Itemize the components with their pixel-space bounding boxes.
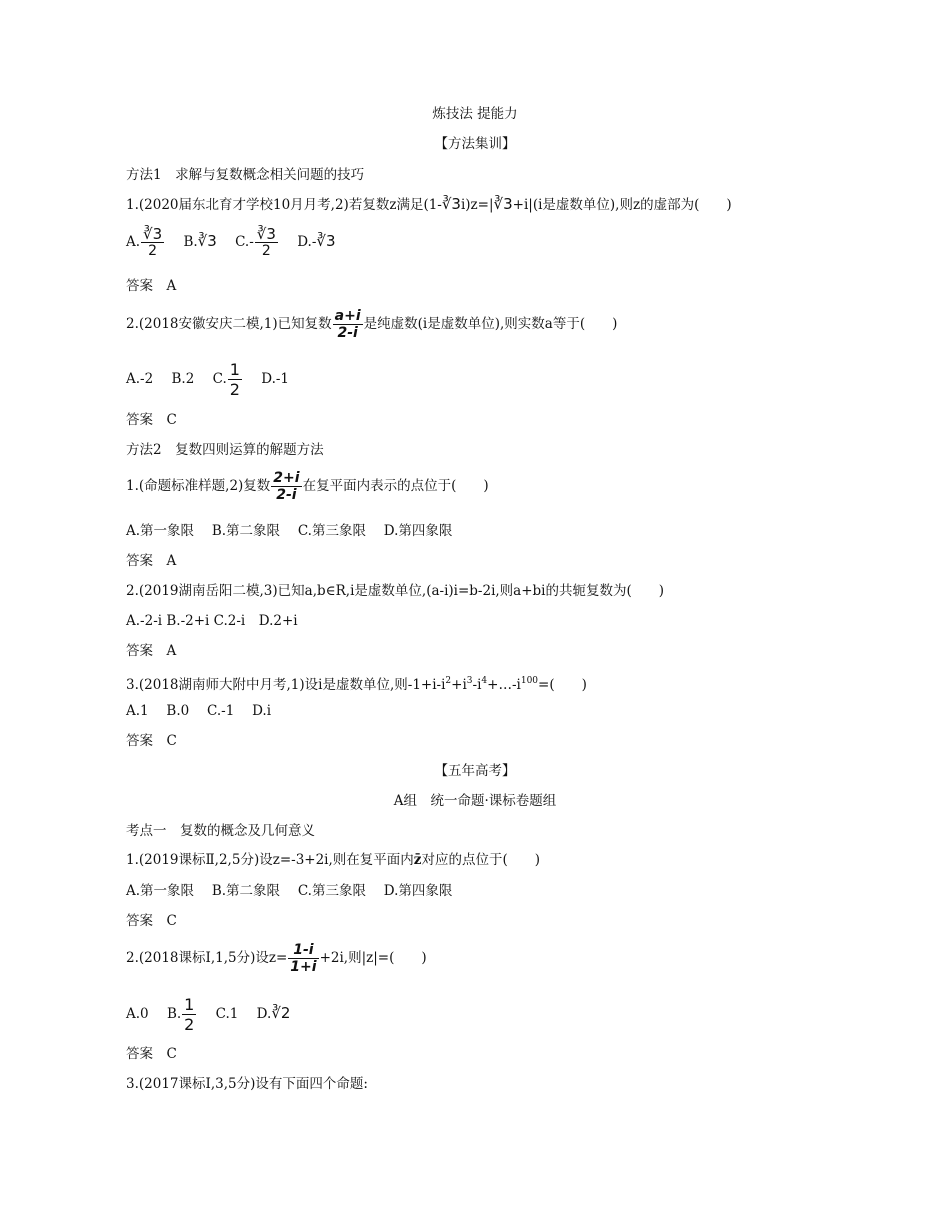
fraction: $\frac{1-i}{1+i}$: [290, 942, 317, 975]
fraction: $\frac{2+i}{2-i}$: [273, 470, 300, 503]
method1-q2-options: [126, 360, 303, 399]
kaodian1-q3-stem: 3.(2017课标Ⅰ,3,5分)设有下面四个命题:: [126, 1076, 368, 1092]
method1-q2-stem: 2.(2018安徽安庆二模,1)已知复数 $\frac{a+i}{2-i}$ 是纯虚数(i是虚数单位),则实数a等于( ): [126, 308, 618, 341]
page-title: 炼技法 提能力: [432, 106, 518, 122]
answer: 答案 C: [126, 733, 177, 749]
method2-q2-options: A.-2-i B.-2+i C.2-i D.2+i: [126, 613, 298, 629]
option-d: D.∛2: [256, 1004, 291, 1022]
answer: 答案 A: [126, 278, 177, 294]
method2-q3-stem: 3.(2018湖南师大附中月考,1)设i是虚数单位,则$-1+i-i^2+i^3-i^4+\dots-i^{100}=$( ): [126, 676, 587, 693]
option-c: C.- $\frac{∛3}{2}$: [235, 225, 276, 259]
option-b: B. $\frac{1}{2}$: [166, 995, 195, 1034]
method1-q1-stem: 1.(2020届东北育才学校10月月考,2)若复数z满足(1-∛3i)z=|∛3+i|(i是虚数单位),则z的虚部为( ): [126, 195, 732, 213]
kaodian1-q1-options: A.第一象限 B.第二象限 C.第三象限 D.第四象限: [126, 883, 453, 899]
option-a: A.-2: [126, 371, 154, 387]
option-b: B.2: [171, 371, 195, 387]
method2-heading: 方法2 复数四则运算的解题方法: [126, 442, 324, 458]
cube-root-3: ∛3: [441, 195, 461, 213]
kaodian1-q1-stem: 1.(2019课标Ⅱ,2,5分)设z=-3+2i,则在复平面内z̄对应的点位于( ): [126, 852, 541, 868]
method1-q1-options: [126, 226, 350, 259]
group-heading: A组 统一命题·课标卷题组: [393, 793, 557, 809]
fraction: $\frac{a+i}{2-i}$: [334, 308, 361, 341]
answer: 答案 A: [126, 643, 177, 659]
option-a: A.0: [126, 1006, 149, 1022]
z-conjugate: z̄: [413, 852, 422, 868]
answer: 答案 A: [126, 553, 177, 569]
method2-q1-stem: 1.(命题标准样题,2)复数 $\frac{2+i}{2-i}$ 在复平面内表示的点位于( ): [126, 470, 489, 503]
method2-q3-options: A.1 B.0 C.-1 D.i: [126, 703, 272, 719]
fraction: $\frac{∛3}{2}$: [256, 225, 276, 259]
option-c: C.1: [215, 1006, 239, 1022]
answer: 答案 C: [126, 412, 177, 428]
kaodian1-q2-stem: 2.(2018课标Ⅰ,1,5分)设z= $\frac{1-i}{1+i}$ +2i,则|z|=( ): [126, 942, 427, 975]
option-b: B.∛3: [183, 232, 217, 250]
method2-q1-options: A.第一象限 B.第二象限 C.第三象限 D.第四象限: [126, 523, 453, 539]
fraction: $\frac{∛3}{2}$: [143, 225, 163, 259]
section-heading-methods: 【方法集训】: [434, 136, 516, 152]
option-d: D.-1: [261, 371, 290, 387]
answer: 答案 C: [126, 1046, 177, 1062]
option-a: A. $\frac{∛3}{2}$: [126, 225, 163, 259]
section-heading-five-years: 【五年高考】: [434, 763, 516, 779]
method2-q2-stem: 2.(2019湖南岳阳二模,3)已知a,b∈R,i是虚数单位,(a-i)i=b-2i,则a+bi的共轭复数为( ): [126, 583, 665, 599]
option-d: D.-∛3: [297, 232, 336, 250]
kaodian1-q2-options: [126, 995, 304, 1034]
fraction: $\frac{1}{2}$: [229, 360, 240, 399]
fraction: $\frac{1}{2}$: [184, 995, 195, 1034]
answer: 答案 C: [126, 913, 177, 929]
method1-heading: 方法1 求解与复数概念相关问题的技巧: [126, 167, 365, 183]
cube-root-3: ∛3: [493, 195, 513, 213]
option-c: C. $\frac{1}{2}$: [212, 360, 240, 399]
kaodian1-heading: 考点一 复数的概念及几何意义: [126, 823, 315, 839]
